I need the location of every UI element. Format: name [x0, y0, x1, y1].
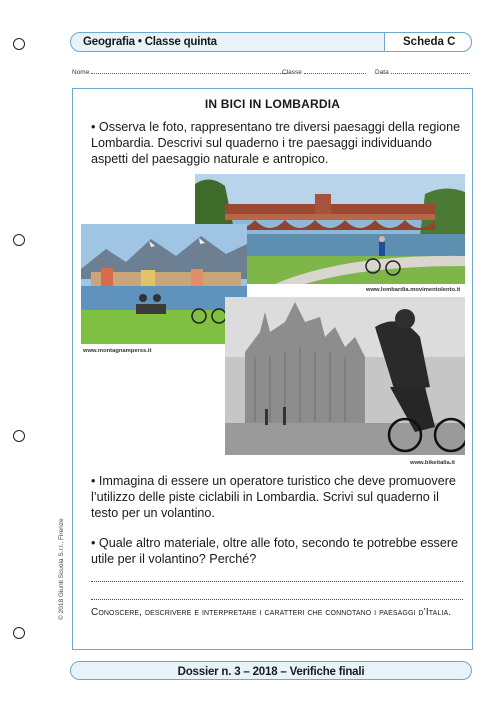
- sheet-label: Scheda C: [403, 36, 456, 48]
- sheet-tab: [384, 32, 472, 52]
- instruction-1: • Osserva le foto, rappresentano tre diversi paesaggi della regione Lombardia. Descrivi sul quaderno i tre paesaggi individuando aspetti del paesaggio naturale e antropico.: [91, 120, 461, 166]
- page-title: IN BICI IN LOMBARDIA: [204, 97, 341, 111]
- binder-hole-2: [13, 234, 25, 246]
- binder-hole-4: [13, 627, 25, 639]
- binder-hole-3: [13, 430, 25, 442]
- credit-photo-1: www.lombardia.movimentolento.it: [366, 287, 461, 293]
- class-label: Classe: [282, 69, 302, 76]
- instruction-3: • Quale altro materiale, oltre alle foto, secondo te potrebbe essere utile per il volantino? Perché?: [91, 536, 459, 566]
- binder-hole-1: [13, 38, 25, 50]
- student-fields: [72, 68, 472, 80]
- photo-lake-mountains: [81, 224, 247, 344]
- footer-label: Dossier n. 3 – 2018 – Verifiche finali: [177, 666, 365, 678]
- credit-photo-2: www.montagnamperss.it: [83, 348, 152, 354]
- header-bar: [70, 32, 472, 52]
- learning-objective: Conoscere, descrivere e interpretare i caratteri che connotano i paesaggi d’Italia.: [91, 607, 452, 618]
- instruction-2: • Immagina di essere un operatore turistico che deve promuovere l’utilizzo delle piste ciclabili in Lombardia. Scrivi sul quaderno il testo per un volantino.: [91, 474, 456, 520]
- date-label: Data: [375, 69, 389, 76]
- worksheet-frame: [72, 88, 473, 650]
- answer-line-1[interactable]: [91, 581, 463, 582]
- photo-milan-cathedral: [225, 297, 465, 455]
- answer-line-2[interactable]: [91, 599, 463, 600]
- class-field[interactable]: [304, 68, 366, 74]
- footer-bar: [70, 661, 472, 680]
- name-field[interactable]: [91, 68, 287, 74]
- date-field[interactable]: [391, 68, 470, 74]
- cathedral-illustration: [225, 297, 465, 455]
- lake-illustration: [81, 224, 247, 344]
- name-label: Nome: [72, 69, 90, 76]
- copyright-notice: © 2018 Giunti Scuola S.r.l., Firenze: [58, 518, 65, 620]
- subject-label: Geografia • Classe quinta: [83, 36, 217, 48]
- credit-photo-3: www.bikeitalia.it: [410, 460, 455, 466]
